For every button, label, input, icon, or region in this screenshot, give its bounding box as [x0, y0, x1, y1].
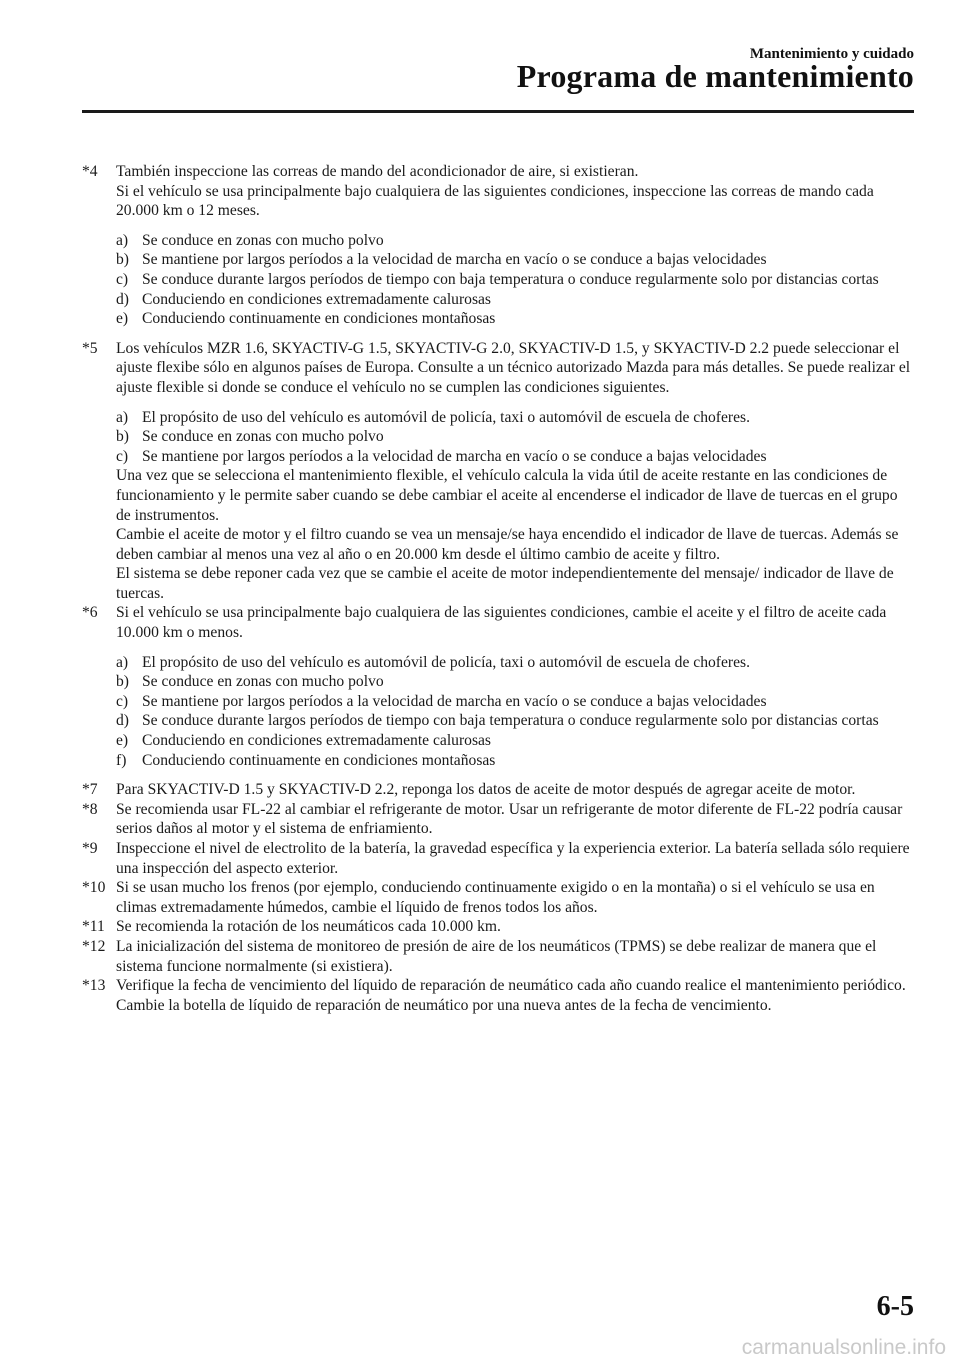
list-letter: b) [116, 251, 129, 269]
footnote-10 [82, 878, 914, 917]
header-divider [82, 110, 914, 113]
list-letter: e) [116, 310, 129, 328]
footnote-11 [82, 917, 914, 937]
list-letter: c) [116, 447, 129, 465]
footnote-number: *11 [82, 918, 105, 936]
footnote-text: Si el vehículo se usa principalmente bajo cualquiera de las siguientes condiciones, cambie el aceite y el filtro de aceite cada 10.000 km o menos. [116, 604, 887, 642]
footnote-text: Si el vehículo se usa principalmente bajo cualquiera de las siguientes condiciones, inspeccione las correas de mando cada 20.000 km o 12 meses. [116, 182, 874, 220]
footnote-body [116, 603, 914, 770]
footnote-text: Inspeccione el nivel de electrolito de la batería, la gravedad específica y la experiencia exterior. La batería sellada sólo requiere una inspección del aspecto exterior. [116, 840, 910, 877]
list-letter: f) [116, 751, 127, 769]
list-text: Conduciendo continuamente en condiciones montañosas [142, 310, 496, 328]
footnote-number: *12 [82, 937, 106, 955]
list-text: Se mantiene por largos períodos a la velocidad de marcha en vacío o se conduce a bajas velocidades [142, 692, 767, 710]
list-letter: e) [116, 732, 129, 750]
condition-list [116, 408, 914, 467]
footnote-text: Cambie el aceite de motor y el filtro cuando se vea un mensaje/se haya encendido el indicador de llave de tuercas. Además se deben cambiar al menos una vez al año o en 20.000 km desde el último cambio de aceite y filtro. [116, 526, 899, 563]
list-text: El propósito de uso del vehículo es automóvil de policía, taxi o automóvil de escuela de choferes. [142, 653, 750, 671]
list-item [116, 731, 914, 751]
footnote-body [116, 878, 914, 917]
list-letter: a) [116, 408, 129, 426]
footnote-4 [82, 162, 914, 329]
list-item [116, 447, 914, 467]
list-item [116, 751, 914, 771]
footnote-13 [82, 976, 914, 1015]
watermark: carmanualsonline.info [741, 1336, 946, 1359]
footnote-number: *7 [82, 781, 98, 799]
list-letter: c) [116, 270, 129, 288]
list-text: El propósito de uso del vehículo es automóvil de policía, taxi o automóvil de escuela de choferes. [142, 408, 750, 426]
footnote-number: *8 [82, 800, 98, 818]
list-text: Se conduce en zonas con mucho polvo [142, 428, 384, 446]
footnote-body [116, 917, 914, 937]
footnote-text: Si se usan mucho los frenos (por ejemplo, conduciendo continuamente exigido o en la montaña) o si el vehículo se usa en climas extremadamente húmedos, cambie el líquido de frenos todos los años. [116, 879, 875, 916]
footnote-body [116, 162, 914, 329]
footnote-body [116, 976, 914, 1015]
list-text: Se mantiene por largos períodos a la velocidad de marcha en vacío o se conduce a bajas velocidades [142, 447, 767, 465]
footnote-number: *4 [82, 163, 98, 180]
page-number: 6-5 [876, 1291, 914, 1322]
footnote-text: Se recomienda usar FL-22 al cambiar el refrigerante de motor. Usar un refrigerante de motor diferente de FL-22 podría causar serios daños al motor y el sistema de enfriamiento. [116, 800, 903, 838]
footnote-12 [82, 937, 914, 976]
list-text: Se conduce durante largos períodos de tiempo con baja temperatura o conduce regularmente solo por distancias cortas [142, 270, 879, 288]
list-item [116, 672, 914, 692]
list-letter: b) [116, 428, 129, 446]
list-item [116, 711, 914, 731]
list-text: Conduciendo en condiciones extremadamente calurosas [142, 732, 492, 750]
list-text: Se conduce en zonas con mucho polvo [142, 673, 384, 691]
list-item [116, 692, 914, 712]
footnote-text: Se recomienda la rotación de los neumáticos cada 10.000 km. [116, 918, 501, 936]
list-item [116, 290, 914, 310]
list-item [116, 231, 914, 251]
footnote-9 [82, 839, 914, 878]
list-text: Se conduce durante largos períodos de tiempo con baja temperatura o conduce regularmente solo por distancias cortas [142, 712, 879, 730]
list-letter: d) [116, 712, 129, 730]
list-item [116, 250, 914, 270]
footnote-5 [82, 339, 914, 604]
list-text: Conduciendo continuamente en condiciones montañosas [142, 751, 496, 769]
condition-list [116, 653, 914, 771]
list-text: Conduciendo en condiciones extremadamente calurosas [142, 290, 492, 308]
footnote-number: *5 [82, 339, 98, 357]
footnote-body [116, 339, 914, 604]
list-text: Se mantiene por largos períodos a la velocidad de marcha en vacío o se conduce a bajas velocidades [142, 251, 767, 269]
list-item [116, 309, 914, 329]
list-letter: b) [116, 673, 129, 691]
list-item [116, 270, 914, 290]
list-text: Se conduce en zonas con mucho polvo [142, 231, 384, 249]
footnote-7 [82, 780, 914, 800]
condition-list [116, 231, 914, 329]
section-header: Mantenimiento y cuidado [749, 46, 914, 62]
footnote-number: *6 [82, 604, 98, 622]
notes-content [82, 162, 914, 1015]
footnote-body [116, 937, 914, 976]
footnote-number: *9 [82, 840, 98, 857]
list-item [116, 408, 914, 428]
list-letter: a) [116, 653, 129, 671]
list-letter: a) [116, 231, 129, 249]
footnote-body [116, 839, 914, 878]
footnote-6 [82, 603, 914, 770]
footnote-text: También inspeccione las correas de mando del acondicionador de aire, si existieran. [116, 163, 639, 180]
footnote-body [116, 800, 914, 839]
page-title: Programa de mantenimiento [516, 58, 914, 94]
footnote-text: Una vez que se selecciona el mantenimiento flexible, el vehículo calcula la vida útil de aceite restante en las condiciones de funcionamiento y le permite saber cuando se debe cambiar el aceite al encenderse el indicador de llave de tuercas en el grupo de instrumentos. [116, 467, 898, 524]
list-letter: c) [116, 692, 129, 710]
footnote-text: Los vehículos MZR 1.6, SKYACTIV-G 1.5, SKYACTIV-G 2.0, SKYACTIV-D 1.5, y SKYACTIV-D 2.2 puede seleccionar el ajuste flexibe sólo en algunos países de Europa. Consulte a un técnico autorizado Mazda para más detalles. Se puede realizar el ajuste flexible si donde se conduce el vehículo no se cumplen las condiciones siguientes. [116, 339, 911, 396]
footnote-body [116, 780, 914, 800]
footnote-text: Verifique la fecha de vencimiento del líquido de reparación de neumático cada año cuando realice el mantenimiento periódico. Cambie la botella de líquido de reparación de neumático por una nueva antes de la fecha de vencimiento. [116, 977, 906, 1014]
footnote-number: *10 [82, 879, 106, 897]
list-letter: d) [116, 290, 129, 308]
footnote-text: Para SKYACTIV-D 1.5 y SKYACTIV-D 2.2, reponga los datos de aceite de motor después de agregar aceite de motor. [116, 781, 856, 799]
list-item [116, 427, 914, 447]
footnote-text: La inicialización del sistema de monitoreo de presión de aire de los neumáticos (TPMS) se debe realizar de manera que el sistema funcione normalmente (si existiera). [116, 937, 877, 975]
footnote-8 [82, 800, 914, 839]
list-item [116, 653, 914, 673]
footnote-text: El sistema se debe reponer cada vez que se cambie el aceite de motor independientemente del mensaje/ indicador de llave de tuercas. [116, 565, 894, 602]
footnote-number: *13 [82, 977, 106, 995]
